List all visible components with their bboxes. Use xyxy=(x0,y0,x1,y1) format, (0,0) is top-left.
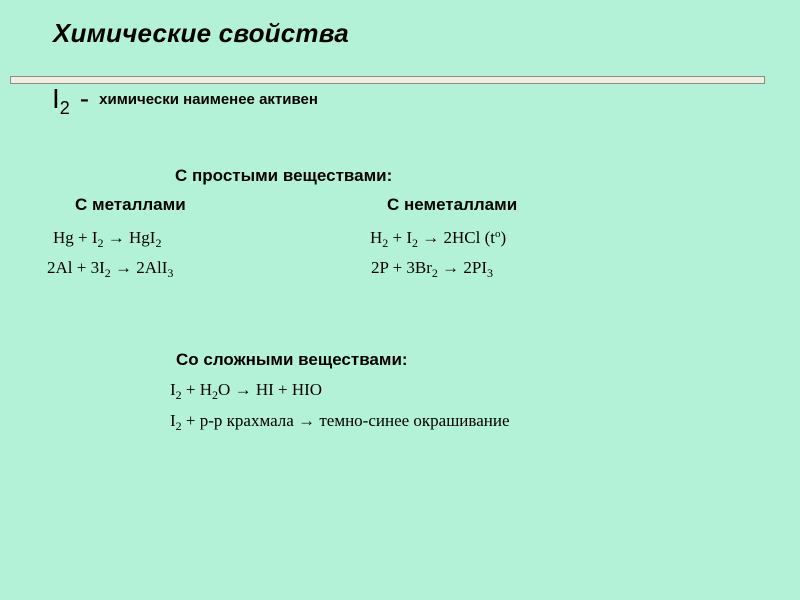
complex-substances-heading: Со сложными веществами: xyxy=(176,350,408,369)
simple-substances-heading: С простыми веществами: xyxy=(175,166,393,185)
nonmetals-heading: С неметаллами xyxy=(387,195,518,214)
reaction-p-br2: $2P + 3Br_2 \to 2PI_3$ xyxy=(371,258,494,280)
subtitle-dash: - xyxy=(79,83,90,114)
reaction-al-i2: $2Al + 3I_2 \to 2AlI_3$ xyxy=(47,258,174,280)
metals-heading: С металлами xyxy=(75,195,186,214)
reaction-h2-i2: $H_2 + I_2 \to 2HCl$ $(t^o)$ xyxy=(370,228,507,250)
reaction-i2-starch: $I_2 + р-р$ крахмала → темно-синее окрашивание xyxy=(170,411,510,433)
reaction-hg-i2: $Hg + I_2 \to HgI_2$ xyxy=(53,228,162,250)
element-symbol: $I_2$ xyxy=(52,83,70,118)
reaction-i2-h2o: $I_2 + H_2O$ → HI + HIO xyxy=(170,380,323,402)
subtitle-description: химически наименее активен xyxy=(99,91,318,108)
slide-title: Химические свойства xyxy=(53,18,349,48)
subtitle xyxy=(52,83,318,119)
